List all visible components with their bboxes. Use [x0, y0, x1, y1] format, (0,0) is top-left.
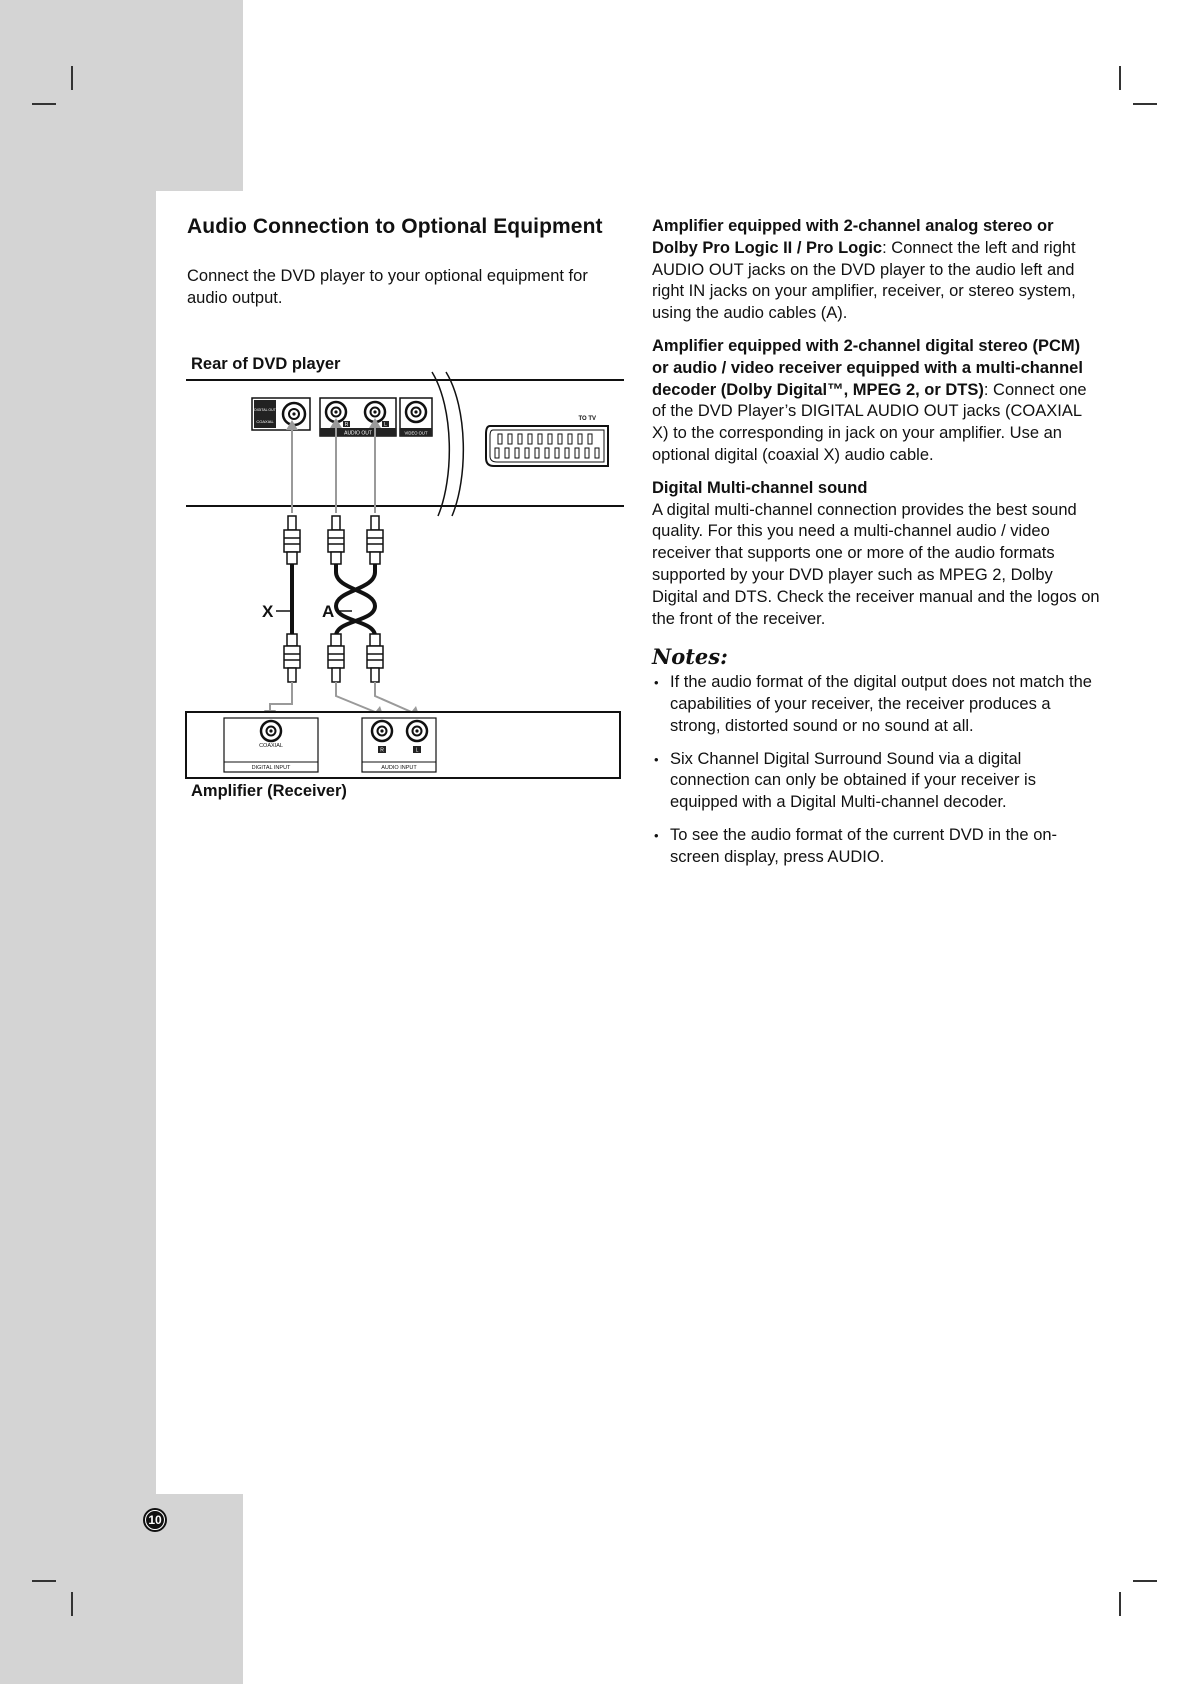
- crop-mark: [1119, 66, 1121, 90]
- plug-a-l-lower: [367, 634, 383, 682]
- plug-x-upper: [284, 516, 300, 564]
- sidebar-band-bottom: [0, 1494, 243, 1684]
- crop-mark: [71, 1592, 73, 1616]
- multichannel-heading: Digital Multi-channel sound: [652, 478, 868, 497]
- audio-out-r-label: R: [344, 422, 349, 428]
- amp-audio-jack-l: [407, 721, 427, 741]
- cable-x-label: X: [262, 602, 274, 621]
- amp-coaxial-label: COAXIAL: [259, 743, 283, 749]
- page-title: Audio Connection to Optional Equipment: [187, 215, 603, 238]
- coaxial-out-label: COAXIAL: [256, 419, 274, 424]
- intro-text: Connect the DVD player to your optional equipment for audio output.: [187, 267, 588, 307]
- rear-of-player-label: Rear of DVD player: [191, 355, 341, 373]
- cable-a: [336, 564, 375, 636]
- digital-stereo-heading: Amplifier equipped with 2-channel digital stereo (PCM) or audio / video receiver equipped with a multi-channel decoder (Dolby Digital™, MPEG 2, or DTS): [652, 336, 1083, 399]
- digital-out-label: DIGITAL OUT: [254, 408, 276, 412]
- amplifier-panel: [186, 712, 620, 778]
- analog-stereo-heading: Amplifier equipped with 2-channel analog stereo or Dolby Pro Logic II / Pro Logic: [652, 217, 1054, 257]
- guide-lines-bottom: [270, 682, 416, 714]
- right-column: [652, 216, 1100, 880]
- digital-stereo-paragraph: [652, 336, 1100, 467]
- crop-mark: [1133, 1580, 1157, 1582]
- scart-connector: [486, 426, 608, 466]
- analog-stereo-paragraph: [652, 216, 1100, 325]
- dvd-player-rear-panel: [186, 372, 624, 516]
- amp-audio-jack-r: [372, 721, 392, 741]
- cable-a-label: A: [322, 602, 335, 621]
- page-number: 10: [143, 1508, 167, 1532]
- plug-a-r-upper: [328, 516, 344, 564]
- crop-mark: [1119, 1592, 1121, 1616]
- crop-mark: [32, 1580, 56, 1582]
- amplifier-label: Amplifier (Receiver): [191, 782, 347, 800]
- plug-a-r-lower: [328, 634, 344, 682]
- amp-audio-input-label: AUDIO INPUT: [381, 765, 417, 771]
- crop-mark: [32, 103, 56, 105]
- sidebar-band-middle: [0, 191, 156, 1494]
- coaxial-out-jack: [283, 403, 305, 425]
- plug-x-lower: [284, 634, 300, 682]
- note-item: • Six Channel Digital Surround Sound via a digital connection can only be obtained if your receiver is equipped with a Digital Multi-channel decoder.: [652, 749, 1100, 814]
- digital-stereo-body: : Connect one of the DVD Player’s DIGITAL AUDIO OUT jacks (COAXIAL X) to the corresponding in jack on your amplifier. Use an optional digital (coaxial X) audio cable.: [652, 380, 1087, 464]
- amp-l-label: L: [415, 747, 419, 754]
- notes-heading: Notes:: [652, 644, 728, 670]
- analog-stereo-body: : Connect the left and right AUDIO OUT jacks on the DVD player to the audio left and right IN jacks on your amplifier, receiver, or stereo system, using the audio cables (A).: [652, 238, 1076, 323]
- video-out-jack: [406, 402, 426, 422]
- notes-list: [652, 672, 1100, 868]
- note-item: • To see the audio format of the current DVD in the on-screen display, press AUDIO.: [652, 825, 1100, 869]
- amp-digital-input-label: DIGITAL INPUT: [251, 765, 291, 771]
- crop-mark: [1133, 103, 1157, 105]
- note-item: • If the audio format of the digital output does not match the capabilities of your receiver, the receiver produces a strong, distorted sound or no sound at all.: [652, 672, 1100, 737]
- audio-out-l-label: L: [384, 422, 387, 428]
- crop-mark: [71, 66, 73, 90]
- sidebar-band-top: [0, 0, 243, 191]
- connection-diagram: [184, 368, 630, 788]
- amp-r-label: R: [380, 747, 384, 754]
- amp-coaxial-jack: [261, 721, 281, 741]
- audio-out-label: AUDIO OUT: [344, 430, 372, 437]
- video-out-label: VIDEO OUT: [404, 430, 428, 436]
- to-tv-label: TO TV: [578, 416, 596, 422]
- plug-a-l-upper: [367, 516, 383, 564]
- multichannel-body: A digital multi-channel connection provides the best sound quality. For this you need a multi-channel audio / video receiver that supports one or more of the audio formats supported by your DVD player such as MPEG 2, Dolby Digital and DTS. Check the receiver manual and the logos on the front of the receiver.: [652, 500, 1100, 628]
